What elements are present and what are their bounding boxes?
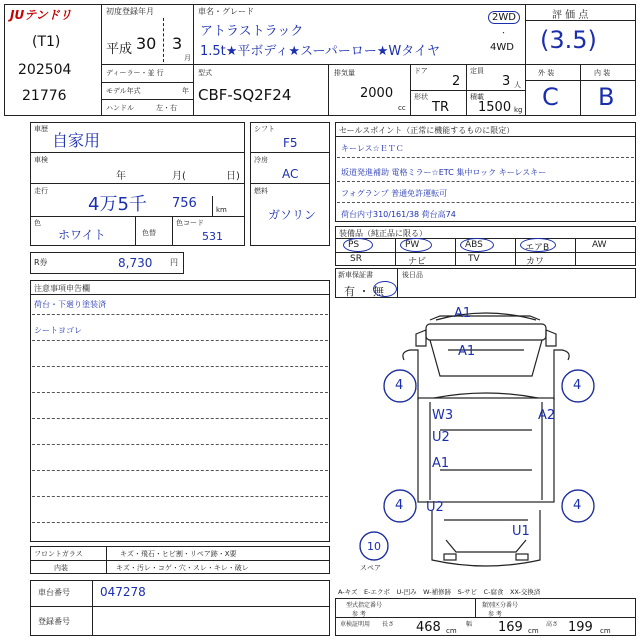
registry-label: 後日品 (402, 271, 423, 279)
spare-value: 10 (367, 540, 381, 553)
fuel-value: ガソリン (268, 208, 317, 222)
chassis-value: 047278 (100, 585, 146, 599)
mileage-unit: km (216, 206, 227, 214)
note-item-2: シートヨゴレ (34, 326, 82, 335)
drive-2wd: 2WD (488, 11, 520, 24)
displacement-label: 排気量 (334, 69, 355, 77)
inspection-month: 月( (172, 171, 186, 182)
recycle-label: R券 (34, 258, 48, 267)
equip-airbag: エアB (525, 243, 550, 253)
equip-aw: AW (592, 240, 607, 250)
warranty-label: 新車保証書 (338, 271, 373, 279)
exterior-label: 外 装 (538, 69, 555, 77)
dealer-label: ディーラー・並 行 (106, 69, 164, 77)
sales-points-label: セールスポイント（正常に機能するものに限定） (339, 126, 515, 135)
damage-mark: 4 (395, 378, 404, 393)
interior-cond-label: 内装 (54, 564, 68, 572)
inspection-year: 年 (116, 171, 126, 182)
equip-sr: SR (350, 254, 362, 264)
warranty-value: 有 ・ 無 (344, 285, 384, 298)
front-glass-label: フロントガラス (34, 550, 83, 558)
recycle-unit: 円 (170, 258, 178, 267)
sales-point-2: 坂道発進補助 電格ミラー☆ETC 集中ロック キーレスキー (341, 168, 547, 177)
model-value: CBF-SQ2F24 (198, 86, 292, 104)
inspection-label: 車検 (34, 156, 48, 164)
equip-navi: ナビ (408, 257, 427, 267)
type-ref: 参 考 (352, 611, 366, 618)
usage-label: 車歴 (34, 125, 48, 133)
recycle-block (30, 252, 184, 274)
load-label: 積載 (470, 93, 484, 101)
length-unit: cm (446, 627, 457, 635)
fuel-label: 燃料 (254, 187, 268, 195)
damage-mark: U2 (432, 430, 450, 445)
damage-mark: A2 (538, 408, 556, 423)
registration-number-label: 登録番号 (38, 617, 70, 626)
color-value: ホワイト (58, 228, 106, 242)
equip-abs: ABS (465, 240, 483, 250)
height-label: 高さ (546, 621, 559, 628)
spare-label: スペア (360, 564, 381, 572)
rating-label: 評 価 点 (552, 10, 589, 21)
ac-value: AC (282, 167, 299, 181)
lot-number: 202504 (18, 62, 72, 78)
notes-label: 注意事項申告欄 (34, 284, 90, 293)
damage-legend: A-キズ E-エクボ U-凹み W-補修跡 S-サビ C-腐食 XX-交換済 (338, 588, 541, 596)
class-label: 類別区分番号 (482, 602, 519, 609)
damage-mark: U1 (512, 524, 530, 539)
handle-label: ハンドル (106, 104, 134, 112)
interior-label: 内 装 (594, 69, 611, 77)
damage-mark: 4 (573, 498, 582, 513)
interior-cond-value: キズ・汚レ・コゲ・穴・スレ・キレ・破レ (116, 564, 249, 572)
mileage-value: 4万5千 (88, 194, 147, 215)
registration-month-unit: 月 (184, 54, 191, 62)
height-unit: cm (600, 627, 611, 635)
registration-label: 初度登録年月 (106, 7, 154, 16)
color-swap-label: 色替 (142, 229, 156, 237)
damage-mark: 4 (395, 498, 404, 513)
cert-label: 車検証明用 (340, 621, 371, 628)
shift-label: シフト (254, 125, 275, 133)
damage-mark: A1 (458, 344, 476, 359)
doors-value: 2 (452, 74, 461, 89)
note-item-1: 荷台・下廻り塗装済 (34, 300, 106, 309)
damage-mark: 4 (573, 378, 582, 393)
drive-4wd: 4WD (490, 42, 514, 53)
auction-code: (T1) (32, 34, 61, 50)
class-ref: 参 考 (488, 611, 502, 618)
model-year-label: モデル年式 (106, 87, 141, 95)
drive-sep: ・ (500, 29, 507, 37)
length-label: 長さ (382, 621, 395, 628)
model-label: 型式 (198, 69, 212, 77)
equip-leather: カワ (526, 257, 545, 267)
capacity-label: 定員 (470, 67, 484, 75)
damage-mark: A1 (454, 306, 472, 321)
inspection-day: 日) (226, 171, 240, 182)
width-value: 169 (498, 620, 523, 635)
equip-pw: PW (405, 240, 420, 250)
equipment-label: 装備品（純正品に限る） (339, 229, 427, 238)
height-value: 199 (568, 620, 593, 635)
logo: JUテンドリ (10, 8, 72, 22)
load-value: 1500 (478, 100, 512, 115)
ac-label: 冷房 (254, 156, 268, 164)
shape-value: TR (432, 100, 449, 115)
displacement-unit: cc (398, 104, 406, 112)
registration-year: 30 (136, 34, 157, 53)
color-code-label: 色コード (176, 219, 204, 227)
vehicle-name-line1: アトラストラック (200, 24, 304, 39)
damage-mark: A1 (432, 456, 450, 471)
shift-value: F5 (283, 136, 298, 150)
registration-era: 平成 (106, 42, 133, 57)
interior-grade: B (598, 83, 615, 111)
front-glass-value: キズ・飛石・ヒビ割・リペア跡・X要 (120, 550, 237, 558)
length-value: 468 (416, 620, 441, 635)
usage-value: 自家用 (52, 131, 101, 150)
sales-point-3: フォグランプ 普通免許運転可 (341, 189, 448, 198)
shape-label: 形状 (414, 93, 428, 101)
model-year-unit: 年 (182, 87, 189, 95)
sub-number: 21776 (22, 88, 67, 104)
capacity-unit: 人 (514, 81, 521, 89)
sales-point-1: キーレス☆ＥＴＣ (341, 144, 404, 153)
equip-tv: TV (468, 254, 480, 264)
type-label: 型式指定番号 (346, 602, 383, 609)
width-unit: cm (528, 627, 539, 635)
mileage-label: 走行 (34, 187, 48, 195)
handle-options: 左・右 (156, 104, 177, 112)
damage-mark: U2 (426, 500, 444, 515)
capacity-value: 3 (502, 74, 511, 89)
chassis-block (30, 580, 330, 636)
color-code-value: 531 (202, 230, 223, 243)
width-label: 幅 (466, 621, 473, 628)
chassis-label: 車台番号 (38, 588, 70, 597)
load-unit: kg (514, 106, 523, 114)
mileage-sub: 756 (172, 196, 197, 211)
notes-block (30, 280, 330, 542)
color-label: 色 (34, 219, 41, 227)
exterior-grade: C (542, 83, 559, 111)
damage-mark: W3 (432, 408, 454, 423)
sales-point-4: 荷台内寸310/161/38 荷台高74 (341, 210, 456, 219)
vehicle-name-label: 車名・グレード (198, 7, 254, 16)
rating-score: (3.5) (540, 26, 597, 54)
doors-label: ドア (414, 67, 428, 75)
equip-ps: PS (348, 240, 360, 250)
registration-month: 3 (172, 34, 183, 53)
displacement-value: 2000 (360, 86, 394, 101)
recycle-value: 8,730 (118, 256, 153, 270)
vehicle-name-line2: 1.5t★平ボディ★スーパーロー★Wタイヤ (200, 44, 440, 59)
